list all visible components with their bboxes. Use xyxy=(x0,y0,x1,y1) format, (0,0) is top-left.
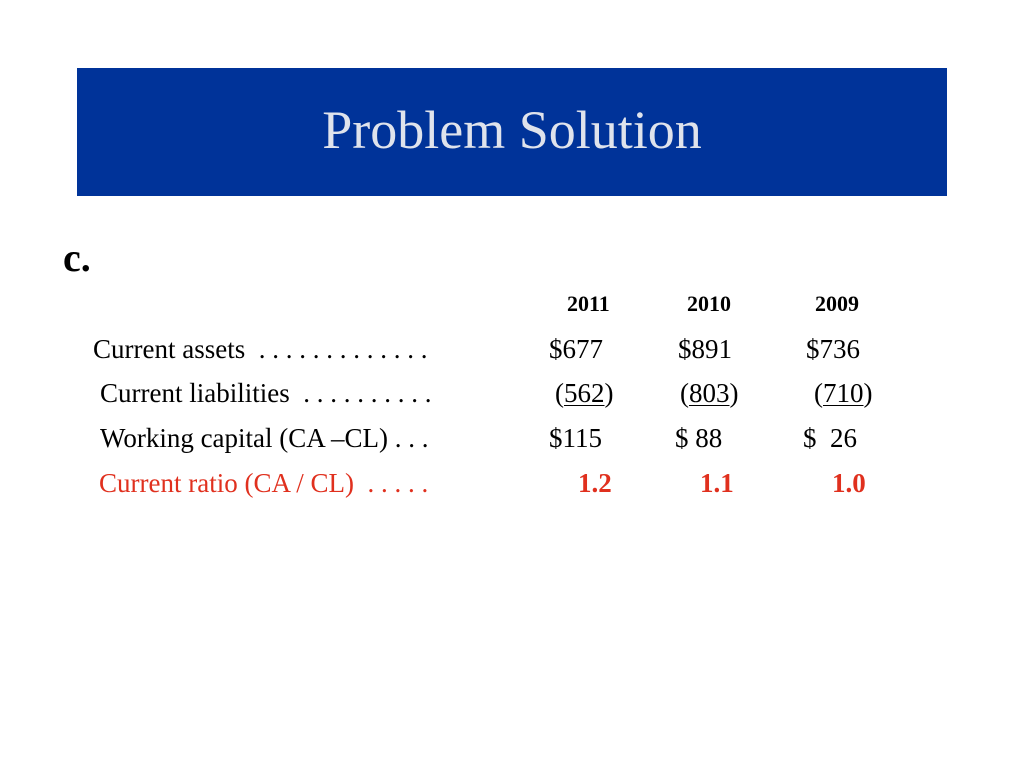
current-ratio-2011: 1.2 xyxy=(578,468,612,498)
working-capital-2009: $ 26 xyxy=(803,423,857,453)
row-label-working-capital: Working capital (CA –CL) . . . xyxy=(100,423,429,453)
current-liabilities-2011: (562) xyxy=(555,378,614,408)
slide-title: Problem Solution xyxy=(322,100,702,160)
section-label: c. xyxy=(63,235,91,280)
row-label-current-ratio: Current ratio (CA / CL) . . . . . xyxy=(99,468,429,498)
row-label-current-liabilities: Current liabilities . . . . . . . . . . xyxy=(100,378,432,408)
title-bar xyxy=(77,68,947,196)
row-label-current-assets: Current assets . . . . . . . . . . . . . xyxy=(93,334,428,364)
current-ratio-2010: 1.1 xyxy=(700,468,734,498)
working-capital-2011: $115 xyxy=(549,423,602,453)
current-assets-2010: $891 xyxy=(678,334,732,364)
current-assets-2011: $677 xyxy=(549,334,603,364)
current-liabilities-2010: (803) xyxy=(680,378,739,408)
current-liabilities-2009: (710) xyxy=(814,378,873,408)
year-header-2009: 2009 xyxy=(815,291,859,316)
current-ratio-2009: 1.0 xyxy=(832,468,866,498)
working-capital-2010: $ 88 xyxy=(675,423,723,453)
year-header-2010: 2010 xyxy=(687,291,731,316)
year-header-2011: 2011 xyxy=(567,291,610,316)
current-assets-2009: $736 xyxy=(806,334,860,364)
